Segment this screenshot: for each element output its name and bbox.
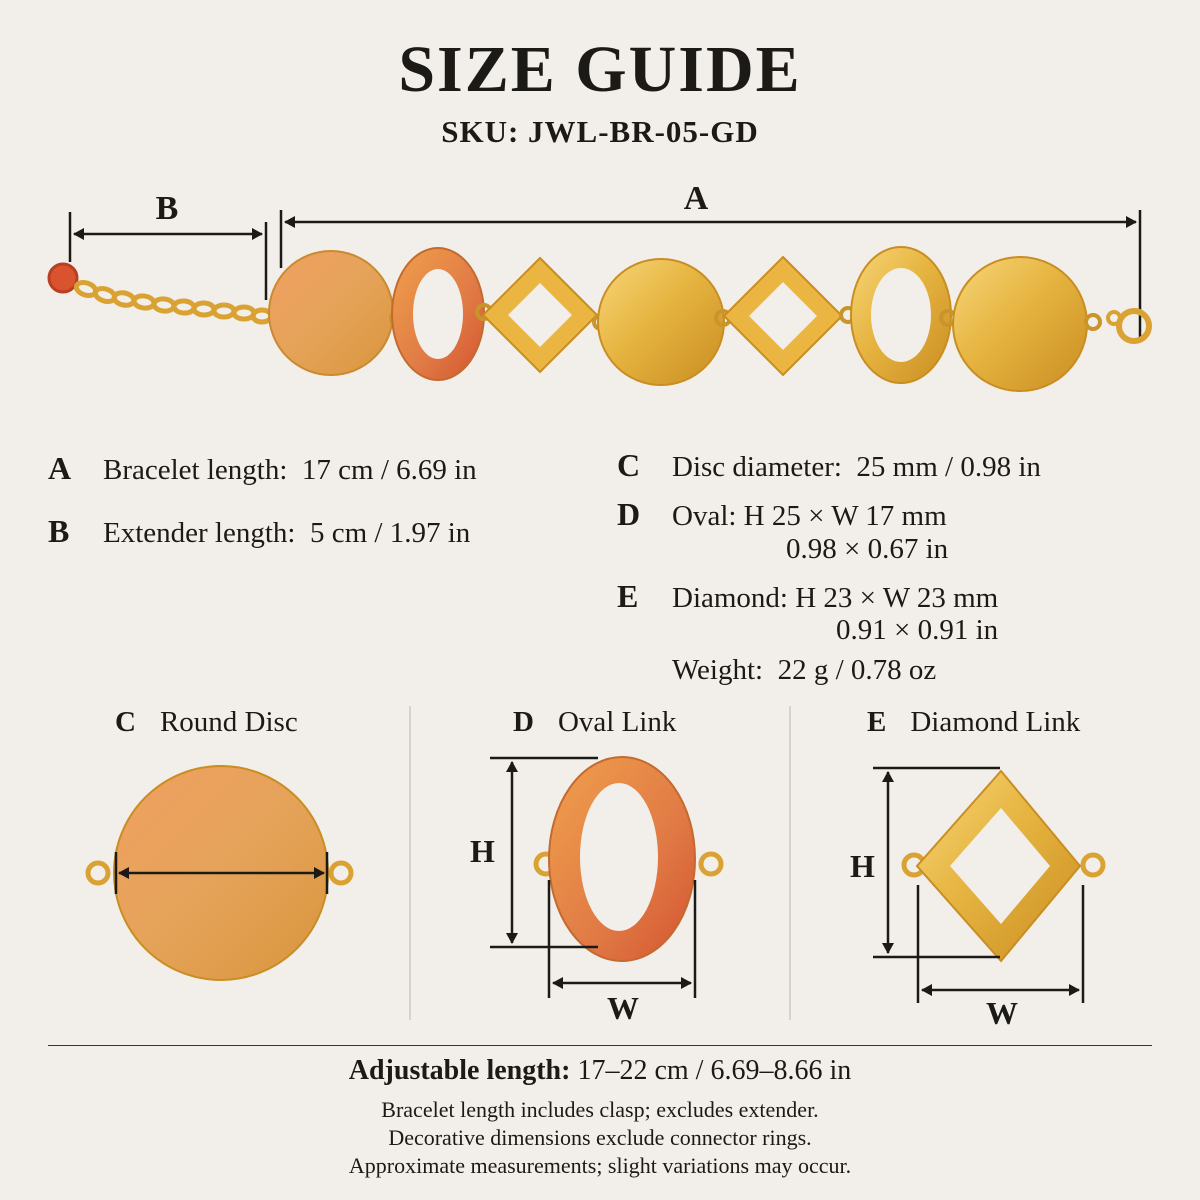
page-title: SIZE GUIDE: [398, 33, 802, 106]
dimension-label-a: A: [683, 180, 709, 217]
spec-diamond: [617, 578, 998, 615]
footer-note: Approximate measurements; slight variations may occur.: [348, 1153, 852, 1178]
spec-letter: C: [617, 447, 641, 483]
spec-text: Diamond: H 23 × W 23 mm: [672, 582, 999, 614]
diamond-height-label: H: [850, 848, 875, 884]
spec-weight: Weight: 22 g / 0.78 oz: [672, 654, 937, 686]
round-disc-illustration: [88, 766, 351, 980]
spec-text: Extender length: 5 cm / 1.97 in: [103, 517, 471, 549]
adjustable-length: [0, 1055, 1200, 1087]
section-letter: C: [115, 706, 136, 738]
diamond-link-illustration: [873, 768, 1103, 1003]
oval-height-label: H: [470, 833, 495, 869]
footer-note: Bracelet length includes clasp; excludes extender.: [381, 1097, 819, 1122]
sku-label: SKU: JWL-BR-05-GD: [441, 114, 759, 149]
section-name: Round Disc: [159, 706, 298, 738]
extender-chain: [49, 264, 271, 322]
spec-text: Bracelet length: 17 cm / 6.69 in: [103, 454, 477, 486]
spec-bracelet-length: [48, 450, 477, 487]
spec-extender-length: [48, 513, 470, 550]
section-name: Diamond Link: [910, 706, 1081, 738]
section-title-oval-link: [513, 706, 676, 739]
spec-letter: A: [48, 450, 72, 486]
section-letter: E: [867, 706, 887, 738]
dimension-label-b: B: [155, 190, 179, 227]
footer-divider: [48, 1045, 1152, 1046]
diamond-width-label: W: [986, 995, 1018, 1031]
spec-text: Oval: H 25 × W 17 mm: [672, 500, 947, 532]
spec-oval: [617, 496, 947, 533]
section-title-diamond-link: [867, 706, 1080, 739]
spec-letter: E: [617, 578, 639, 614]
section-name: Oval Link: [557, 706, 677, 738]
section-title-round-disc: [115, 706, 298, 739]
oval-link-illustration: [490, 757, 721, 998]
spec-letter: B: [48, 513, 70, 549]
footer-note: Decorative dimensions exclude connector rings.: [388, 1125, 812, 1150]
adjustable-label: Adjustable length:: [348, 1055, 571, 1086]
bracelet-links: [269, 247, 1149, 391]
adjustable-value: 17–22 cm / 6.69–8.66 in: [577, 1055, 852, 1086]
spec-letter: D: [617, 496, 641, 532]
spec-oval-imperial: 0.98 × 0.67 in: [786, 533, 949, 565]
spec-disc-diameter: [617, 447, 1041, 484]
section-letter: D: [513, 706, 534, 738]
oval-width-label: W: [607, 990, 639, 1026]
spec-diamond-imperial: 0.91 × 0.91 in: [836, 614, 999, 646]
spec-text: Disc diameter: 25 mm / 0.98 in: [672, 451, 1041, 483]
